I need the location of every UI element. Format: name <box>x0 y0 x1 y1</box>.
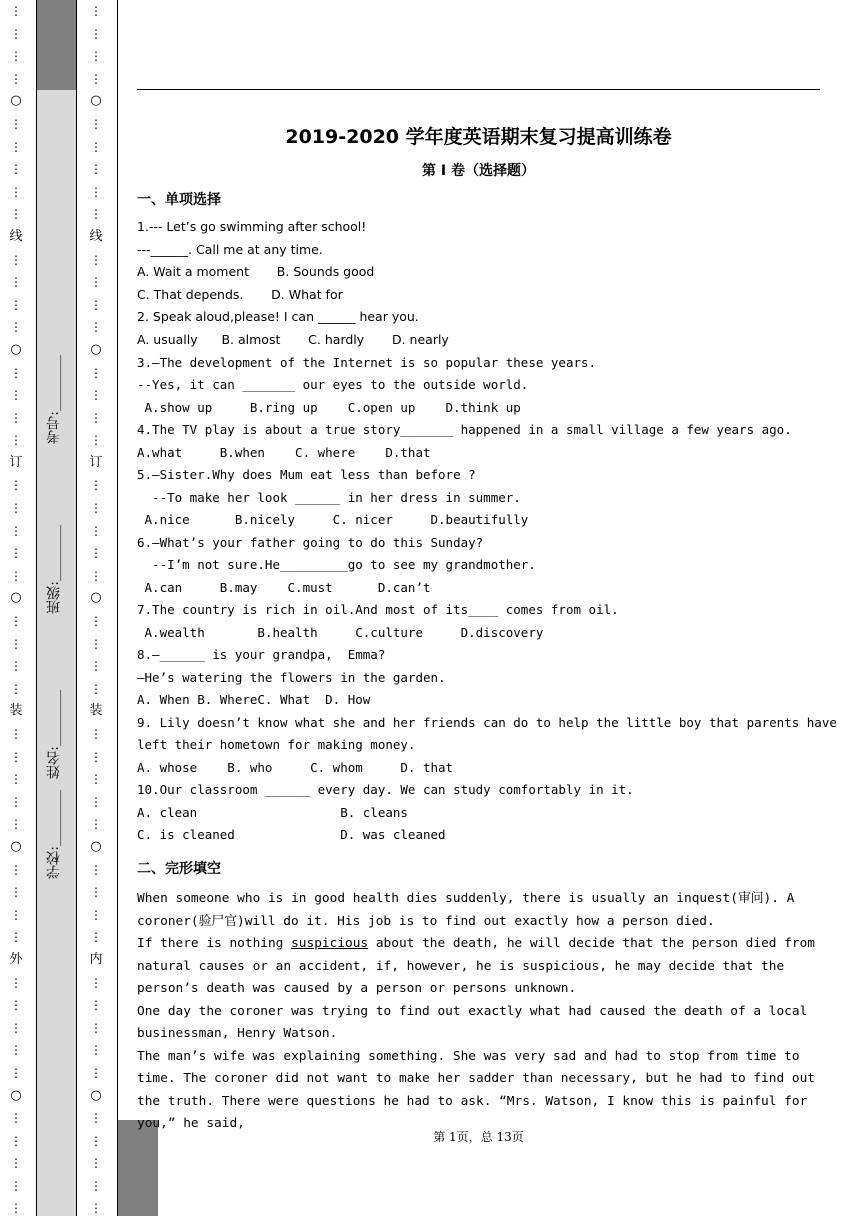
question-line: 3.—The development of the Internet is so popular these years. <box>137 355 597 370</box>
seal-mark-label: 线 <box>89 228 103 244</box>
seal-dots-icon: ⋮ <box>90 1201 102 1216</box>
seal-dots-icon: ⋮ <box>10 478 22 493</box>
question-line: A.nice B.nicely C. nicer D.beautifully <box>137 512 529 527</box>
seal-dots-icon: ⋮ <box>90 1020 102 1035</box>
seal-circle-icon: ○ <box>90 1087 102 1103</box>
seal-dots-icon: ⋮ <box>10 659 22 674</box>
seal-dots-icon: ⋮ <box>10 862 22 877</box>
seal-dots-icon: ⋮ <box>90 71 102 86</box>
seal-mark-label: 线 <box>9 228 23 244</box>
question-line: A. whose B. who C. whom D. that <box>137 760 454 775</box>
seal-dots-icon: ⋮ <box>10 1111 22 1126</box>
seal-dots-icon: ⋮ <box>90 772 102 787</box>
seal-dots-icon: ⋮ <box>10 998 22 1013</box>
seal-dots-icon: ⋮ <box>10 71 22 86</box>
seal-circle-icon: ○ <box>90 838 102 854</box>
seal-dots-icon: ⋮ <box>90 478 102 493</box>
seal-dots-icon: ⋮ <box>90 568 102 583</box>
question-line: A.wealth B.health C.culture D.discovery <box>137 625 544 640</box>
question-line: A. Wait a moment B. Sounds good <box>137 264 375 279</box>
outer-seal-line <box>9 0 23 1216</box>
page-title: 2019-2020 学年度英语期末复习提高训练卷 <box>285 126 672 148</box>
seal-dots-icon: ⋮ <box>10 501 22 516</box>
seal-dots-icon: ⋮ <box>10 297 22 312</box>
seal-dots-icon: ⋮ <box>90 116 102 131</box>
seal-dots-icon: ⋮ <box>90 907 102 922</box>
section1-heading: 一、单项选择 <box>137 192 221 208</box>
passage-paragraph: One day the coroner was trying to find out exactly what had caused the death of a local businessman, Henry Watson. <box>137 1003 808 1041</box>
seal-circle-icon: ○ <box>90 341 102 357</box>
seal-dots-icon: ⋮ <box>90 930 102 945</box>
seal-dots-icon: ⋮ <box>90 26 102 41</box>
name-field[interactable]: 姓名:________ <box>46 690 62 779</box>
seal-dots-icon: ⋮ <box>10 116 22 131</box>
seal-dots-icon: ⋮ <box>90 1133 102 1148</box>
question-line: A.show up B.ring up C.open up D.think up <box>137 400 521 415</box>
question-line: A. usually B. almost C. hardly D. nearly <box>137 332 449 347</box>
section2-heading: 二、完形填空 <box>137 861 221 877</box>
question-line: 5.—Sister.Why does Mum eat less than before ? <box>137 467 476 482</box>
seal-dots-icon: ⋮ <box>90 1065 102 1080</box>
question-line: --I’m not sure.He_________go to see my grandmother. <box>137 557 536 572</box>
seal-dots-icon: ⋮ <box>10 907 22 922</box>
question-line: left their hometown for making money. <box>137 737 416 752</box>
seal-dots-icon: ⋮ <box>90 501 102 516</box>
question-line: 6.—What’s your father going to do this Sunday? <box>137 535 484 550</box>
seal-dots-icon: ⋮ <box>90 681 102 696</box>
seal-dots-icon: ⋮ <box>90 727 102 741</box>
question-line: 8.—______ is your grandpa, Emma? <box>137 647 386 662</box>
seal-circle-icon: ○ <box>10 1087 22 1103</box>
seal-dots-icon: ⋮ <box>10 410 22 425</box>
seal-dots-icon: ⋮ <box>10 1043 22 1058</box>
seal-dots-icon: ⋮ <box>10 749 22 764</box>
seal-mark-label: 外 <box>9 951 23 967</box>
question-line: C. That depends. D. What for <box>137 287 343 302</box>
seal-dots-icon: ⋮ <box>90 139 102 154</box>
seal-dots-icon: ⋮ <box>10 636 22 651</box>
page-subtitle: 第 I 卷（选择题） <box>422 163 535 179</box>
inner-seal-line <box>89 0 103 1216</box>
seal-dots-icon: ⋮ <box>90 1111 102 1126</box>
question-line: ---______. Call me at any time. <box>137 242 323 257</box>
seal-dots-icon: ⋮ <box>10 681 22 696</box>
seal-dots-icon: ⋮ <box>10 139 22 154</box>
seal-dots-icon: ⋮ <box>10 614 22 629</box>
seal-dots-icon: ⋮ <box>90 252 102 267</box>
passage-text: If there is nothing <box>137 936 292 951</box>
passage-paragraph <box>137 933 821 1001</box>
seal-dots-icon: ⋮ <box>90 365 102 380</box>
margin-line-2 <box>76 0 77 1216</box>
seal-dots-icon: ⋮ <box>90 4 102 18</box>
question-line: 1.--- Let’s go swimming after school! <box>137 219 367 234</box>
seal-dots-icon: ⋮ <box>90 1178 102 1193</box>
seal-dots-icon: ⋮ <box>90 320 102 335</box>
question-line: --To make her look ______ in her dress in summer. <box>137 490 521 505</box>
seal-dots-icon: ⋮ <box>90 275 102 290</box>
header-rule <box>137 89 820 90</box>
seal-dots-icon: ⋮ <box>10 817 22 832</box>
passage-paragraph: When someone who is in good health dies suddenly, there is usually an inquest(审问). A coroner(验尸官)will do it. His job is to find out exactly how a person died. <box>137 891 795 929</box>
seal-dots-icon: ⋮ <box>90 998 102 1013</box>
seal-dots-icon: ⋮ <box>10 1133 22 1148</box>
seal-dots-icon: ⋮ <box>10 275 22 290</box>
seal-mark-label: 内 <box>89 951 103 967</box>
seal-circle-icon: ○ <box>90 590 102 606</box>
seal-dots-icon: ⋮ <box>10 885 22 900</box>
seal-dots-icon: ⋮ <box>10 523 22 538</box>
seal-dots-icon: ⋮ <box>90 817 102 832</box>
seal-dots-icon: ⋮ <box>10 1065 22 1080</box>
seal-dots-icon: ⋮ <box>10 433 22 448</box>
seal-dots-icon: ⋮ <box>90 546 102 561</box>
seal-dots-icon: ⋮ <box>10 26 22 41</box>
seal-dots-icon: ⋮ <box>90 975 102 990</box>
question-line: 4.The TV play is about a true story_______ happened in a small village a few years ago. <box>137 422 792 437</box>
seal-dots-icon: ⋮ <box>10 365 22 380</box>
seal-dots-icon: ⋮ <box>90 1043 102 1058</box>
seal-dots-icon: ⋮ <box>90 885 102 900</box>
seal-dots-icon: ⋮ <box>90 636 102 651</box>
question-line: 7.The country is rich in oil.And most of its____ comes from oil. <box>137 602 619 617</box>
seal-dots-icon: ⋮ <box>10 320 22 335</box>
seal-mark-label: 装 <box>89 703 103 719</box>
margin-line-3 <box>117 0 118 1216</box>
seal-dots-icon: ⋮ <box>10 772 22 787</box>
seal-dots-icon: ⋮ <box>90 207 102 222</box>
seal-dots-icon: ⋮ <box>90 614 102 629</box>
seal-dots-icon: ⋮ <box>10 1201 22 1216</box>
seal-dots-icon: ⋮ <box>90 388 102 403</box>
seal-circle-icon: ○ <box>10 590 22 606</box>
exam-number-field[interactable]: 考号:________ <box>46 355 62 444</box>
seal-dots-icon: ⋮ <box>90 162 102 177</box>
seal-dots-icon: ⋮ <box>90 523 102 538</box>
page-number: 第 1页，总 13页 <box>433 1130 524 1144</box>
question-line: 9. Lily doesn’t know what she and her friends can do to help the little boy that parents have <box>137 715 837 730</box>
seal-dots-icon: ⋮ <box>10 1178 22 1193</box>
seal-dots-icon: ⋮ <box>90 184 102 199</box>
question-line: A. clean B. cleans <box>137 805 408 820</box>
seal-dots-icon: ⋮ <box>10 162 22 177</box>
seal-dots-icon: ⋮ <box>10 1020 22 1035</box>
student-info-fields <box>44 0 70 1216</box>
seal-dots-icon: ⋮ <box>90 433 102 448</box>
seal-dots-icon: ⋮ <box>90 410 102 425</box>
seal-dots-icon: ⋮ <box>10 727 22 741</box>
cloze-passage <box>137 888 821 1136</box>
class-field[interactable]: 班级:________ <box>46 525 62 614</box>
seal-dots-icon: ⋮ <box>90 749 102 764</box>
question-line: 10.Our classroom ______ every day. We can study comfortably in it. <box>137 782 634 797</box>
seal-dots-icon: ⋮ <box>90 794 102 809</box>
question-line: --Yes, it can _______ our eyes to the outside world. <box>137 377 529 392</box>
passage-paragraph: The man’s wife was explaining something. She was very sad and had to stop from time to time. The coroner did not want to make her sadder than necessary, but he had to find out the truth. There were questions he had to ask. “Mrs. Watson, I know this is painful for you,” he said, <box>137 1048 815 1131</box>
seal-dots-icon: ⋮ <box>10 794 22 809</box>
seal-dots-icon: ⋮ <box>10 388 22 403</box>
seal-dots-icon: ⋮ <box>10 4 22 18</box>
seal-dots-icon: ⋮ <box>10 546 22 561</box>
question-line: 2. Speak aloud,please! I can ______ hear you. <box>137 309 419 324</box>
seal-mark-label: 订 <box>9 454 23 470</box>
underlined-word: suspicious <box>291 936 369 951</box>
seal-circle-icon: ○ <box>10 93 22 109</box>
seal-dots-icon: ⋮ <box>10 568 22 583</box>
seal-dots-icon: ⋮ <box>10 1156 22 1171</box>
seal-dots-icon: ⋮ <box>10 184 22 199</box>
question-line: A.what B.when C. where D.that <box>137 445 431 460</box>
seal-circle-icon: ○ <box>90 93 102 109</box>
seal-dots-icon: ⋮ <box>90 297 102 312</box>
passage-text: about the death, he will decide that the person died from natural causes or an accident, if, however, he is suspicious, he may decide that the person’s death was caused by a person or persons unknown. <box>137 936 815 996</box>
seal-circle-icon: ○ <box>10 341 22 357</box>
seal-dots-icon: ⋮ <box>10 49 22 64</box>
seal-mark-label: 订 <box>89 454 103 470</box>
seal-circle-icon: ○ <box>10 838 22 854</box>
seal-dots-icon: ⋮ <box>10 930 22 945</box>
seal-dots-icon: ⋮ <box>90 659 102 674</box>
school-field[interactable]: 学校:________ <box>46 790 62 879</box>
question-line: C. is cleaned D. was cleaned <box>137 827 446 842</box>
seal-dots-icon: ⋮ <box>90 862 102 877</box>
question-line: A. When B. WhereC. What D. How <box>137 692 371 707</box>
seal-dots-icon: ⋮ <box>10 975 22 990</box>
seal-dots-icon: ⋮ <box>90 49 102 64</box>
seal-dots-icon: ⋮ <box>10 207 22 222</box>
seal-dots-icon: ⋮ <box>90 1156 102 1171</box>
seal-mark-label: 装 <box>9 703 23 719</box>
seal-dots-icon: ⋮ <box>10 252 22 267</box>
question-line: —He’s watering the flowers in the garden. <box>137 670 446 685</box>
margin-line-1 <box>36 0 37 1216</box>
question-line: A.can B.may C.must D.can’t <box>137 580 431 595</box>
